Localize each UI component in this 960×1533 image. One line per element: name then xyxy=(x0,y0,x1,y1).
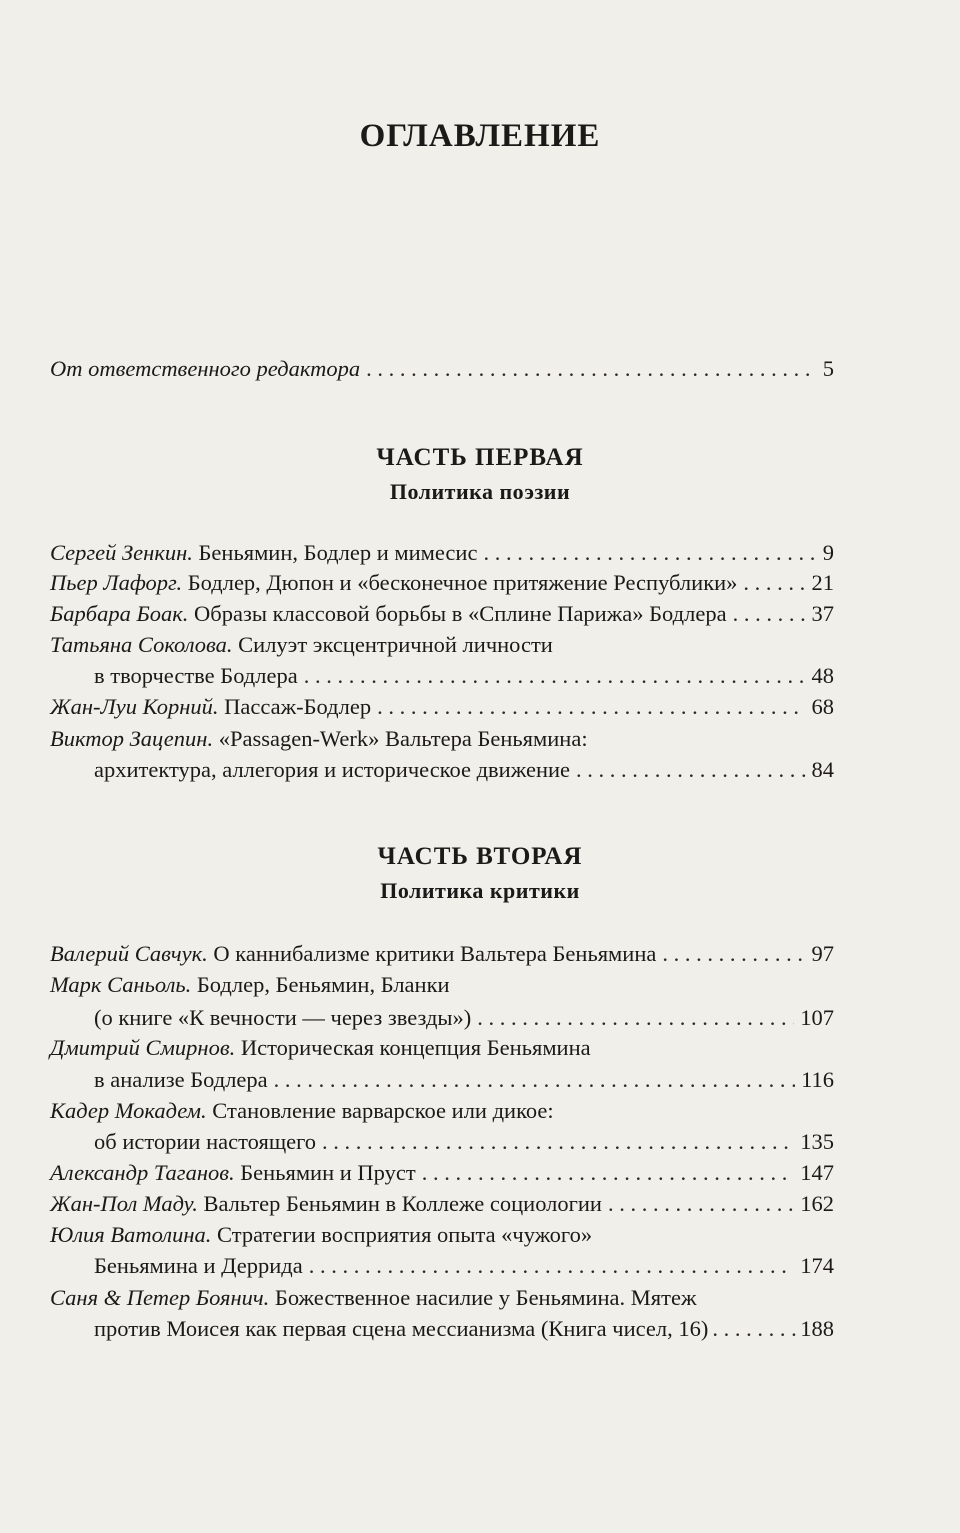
toc-entry xyxy=(50,599,834,629)
leader-dots xyxy=(322,1127,794,1157)
leader-dots xyxy=(608,1189,794,1219)
toc-entry xyxy=(50,939,834,969)
entry-author: Александр Таганов. xyxy=(50,1160,235,1185)
leader-dots xyxy=(422,1158,795,1188)
toc-entry xyxy=(50,970,450,1000)
part1-title: ЧАСТЬ ПЕРВАЯ xyxy=(376,444,584,471)
entry-title: Вальтер Беньямин в Коллеже социологии xyxy=(197,1191,602,1216)
entry-title-continued: Беньямина и Деррида xyxy=(94,1253,303,1278)
entry-title-continued: в творчестве Бодлера xyxy=(94,663,298,688)
entry-title: Беньямин, Бодлер и мимесис xyxy=(192,540,478,565)
entry-title: Бодлер, Беньямин, Бланки xyxy=(191,972,450,997)
entry-author: Юлия Ватолина. xyxy=(50,1222,212,1247)
toc-entry xyxy=(50,630,553,660)
toc-entry xyxy=(50,1158,834,1188)
toc-entry xyxy=(50,1220,592,1250)
leader-dots xyxy=(743,568,805,598)
toc-entry-continuation xyxy=(94,1251,834,1281)
toc-entry xyxy=(50,692,834,722)
page-number: 135 xyxy=(800,1129,834,1154)
leader-dots xyxy=(712,1314,796,1344)
entry-author: Пьер Лафорг. xyxy=(50,570,183,595)
leader-dots xyxy=(304,661,806,691)
leader-dots xyxy=(662,939,805,969)
leader-dots xyxy=(477,1003,794,1033)
toc-entry xyxy=(50,568,834,598)
leader-dots xyxy=(377,692,805,722)
toc-entry xyxy=(50,1033,591,1063)
toc-entry-continuation xyxy=(94,755,834,785)
toc-entry xyxy=(50,1189,834,1219)
entry-title: «Passagen-Werk» Вальтера Беньямина: xyxy=(213,726,588,751)
page-number: 68 xyxy=(811,694,834,719)
entry-title: Становление варварское или дикое: xyxy=(206,1098,554,1123)
toc-entry-continuation xyxy=(94,661,834,691)
entry-title: Силуэт эксцентричной личности xyxy=(232,632,553,657)
leader-dots xyxy=(483,538,816,568)
entry-author: Валерий Савчук. xyxy=(50,941,208,966)
page-number: 5 xyxy=(822,356,834,381)
entry-title: О каннибализме критики Вальтера Беньямина xyxy=(207,941,657,966)
entry-title-continued: (о книге «К вечности — через звезды») xyxy=(94,1005,472,1030)
leader-dots xyxy=(576,755,805,785)
toc-entry-continuation xyxy=(94,1314,834,1344)
entry-title: Историческая концепция Беньямина xyxy=(235,1035,591,1060)
leader-dots xyxy=(274,1065,795,1095)
entry-title: Пассаж-Бодлер xyxy=(218,694,372,719)
entry-title: Божественное насилие у Беньямина. Мятеж xyxy=(269,1285,697,1310)
entry-author: Виктор Зацепин. xyxy=(50,726,214,751)
leader-dots xyxy=(309,1251,795,1281)
entry-title-continued: архитектура, аллегория и историческое движение xyxy=(94,757,571,782)
page-number: 116 xyxy=(801,1067,834,1092)
intro-text: От ответственного редактора xyxy=(50,356,361,381)
page-number: 97 xyxy=(811,941,834,966)
page-number: 21 xyxy=(811,570,834,595)
entry-author: Жан-Пол Маду. xyxy=(50,1191,198,1216)
page-number: 48 xyxy=(811,663,834,688)
page-title: ОГЛАВЛЕНИЕ xyxy=(359,118,601,154)
leader-dots xyxy=(366,354,817,384)
entry-author: Дмитрий Смирнов. xyxy=(50,1035,236,1060)
entry-title: Стратегии восприятия опыта «чужого» xyxy=(211,1222,593,1247)
toc-entry-continuation xyxy=(94,1127,834,1157)
page-number: 188 xyxy=(800,1316,834,1341)
toc-entry xyxy=(50,1096,554,1126)
part2-subtitle: Политика критики xyxy=(380,878,580,903)
toc-entry xyxy=(50,1283,697,1313)
entry-author: Кадер Мокадем. xyxy=(50,1098,207,1123)
entry-author: Марк Саньоль. xyxy=(50,972,192,997)
entry-author: Жан-Луи Корний. xyxy=(50,694,219,719)
page-number: 37 xyxy=(811,601,834,626)
page-number: 84 xyxy=(811,757,834,782)
part1-subtitle: Политика поэзии xyxy=(389,479,571,504)
entry-author: Саня & Петер Боянич. xyxy=(50,1285,270,1310)
toc-entry-continuation xyxy=(94,1065,834,1095)
page-number: 174 xyxy=(800,1253,834,1278)
page-number: 147 xyxy=(800,1160,834,1185)
entry-author: Сергей Зенкин. xyxy=(50,540,193,565)
entry-author: Барбара Боак. xyxy=(50,601,189,626)
entry-title-continued: в анализе Бодлера xyxy=(94,1067,268,1092)
entry-title: Беньямин и Пруст xyxy=(234,1160,416,1185)
toc-entry-intro xyxy=(50,354,834,384)
page-number: 162 xyxy=(800,1191,834,1216)
part2-title: ЧАСТЬ ВТОРАЯ xyxy=(377,843,583,870)
toc-entry-continuation xyxy=(94,1003,834,1033)
toc-entry xyxy=(50,724,588,754)
entry-author: Татьяна Соколова. xyxy=(50,632,233,657)
page-number: 9 xyxy=(822,540,834,565)
entry-title: Бодлер, Дюпон и «бесконечное притяжение Республики» xyxy=(182,570,738,595)
toc-entry xyxy=(50,538,834,568)
entry-title-continued: против Моисея как первая сцена мессианизма (Книга чисел, 16) xyxy=(94,1316,709,1341)
page-number: 107 xyxy=(800,1005,834,1030)
leader-dots xyxy=(733,599,806,629)
entry-title-continued: об истории настоящего xyxy=(94,1129,317,1154)
entry-title: Образы классовой борьбы в «Сплине Парижа» Бодлера xyxy=(188,601,727,626)
